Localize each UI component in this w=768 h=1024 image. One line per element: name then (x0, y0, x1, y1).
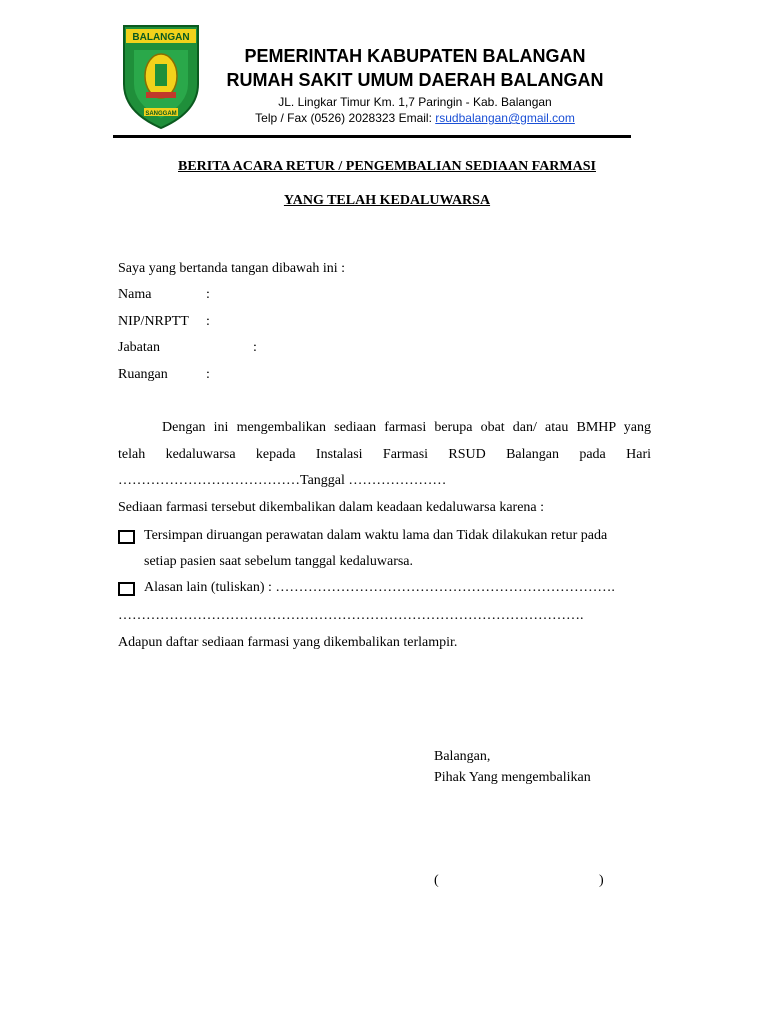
option2-continuation: ………………………………………………………………………………………. (118, 608, 584, 623)
signature-role: Pihak Yang mengembalikan (434, 770, 591, 785)
regency-logo (120, 24, 202, 130)
header-hospital: RUMAH SAKIT UMUM DAERAH BALANGAN (226, 70, 604, 90)
option2-text: Alasan lain (tuliskan) : ………………………………………………………………. (144, 580, 615, 595)
email-link[interactable]: rsudbalangan@gmail.com (435, 111, 575, 125)
paragraph-line3: …………………………………Tanggal ………………… (118, 473, 447, 488)
paragraph-line1: Dengan ini mengembalikan sediaan farmasi berupa obat dan/ atau BMHP yang (162, 420, 651, 435)
intro-text: Saya yang bertanda tangan dibawah ini : (118, 261, 346, 276)
signature-place: Balangan, (434, 749, 491, 764)
option1-checkbox[interactable] (118, 530, 135, 544)
header-address: JL. Lingkar Timur Km. 1,7 Paringin - Kab. Balangan (278, 95, 552, 109)
option1-text-line1: Tersimpan diruangan perawatan dalam waktu lama dan Tidak dilakukan retur pada (144, 528, 608, 543)
option2-checkbox[interactable] (118, 582, 135, 596)
field-nip-label: NIP/NRPTT (118, 314, 189, 329)
field-ruangan-label: Ruangan (118, 367, 168, 382)
paragraph-line2: telah kedaluwarsa kepada Instalasi Farmasi RSUD Balangan pada Hari (118, 447, 651, 462)
header-contact (210, 111, 620, 125)
signature-open-paren: ( (434, 873, 439, 888)
logo-bottom-text: SANGGAM (145, 111, 177, 117)
field-jabatan-label: Jabatan (118, 340, 160, 355)
field-ruangan-colon: : (206, 367, 210, 382)
header-divider (113, 135, 631, 138)
logo-top-text: BALANGAN (132, 32, 190, 43)
field-name-colon: : (206, 287, 210, 302)
document-title-line1: BERITA ACARA RETUR / PENGEMBALIAN SEDIAAN FARMASI (178, 159, 596, 174)
option1-text-line2: setiap pasien saat sebelum tanggal kedaluwarsa. (144, 554, 414, 569)
contact-text: Telp / Fax (0526) 2028323 Email: (255, 111, 436, 125)
signature-close-paren: ) (599, 873, 604, 888)
field-jabatan-colon: : (253, 340, 257, 355)
field-name-label: Nama (118, 287, 152, 302)
reason-intro: Sediaan farmasi tersebut dikembalikan dalam keadaan kedaluwarsa karena : (118, 500, 545, 515)
header-government: PEMERINTAH KABUPATEN BALANGAN (244, 46, 586, 66)
closing-text: Adapun daftar sediaan farmasi yang dikembalikan terlampir. (118, 635, 458, 650)
field-nip-colon: : (206, 314, 210, 329)
document-title-line2: YANG TELAH KEDALUWARSA (283, 193, 491, 208)
